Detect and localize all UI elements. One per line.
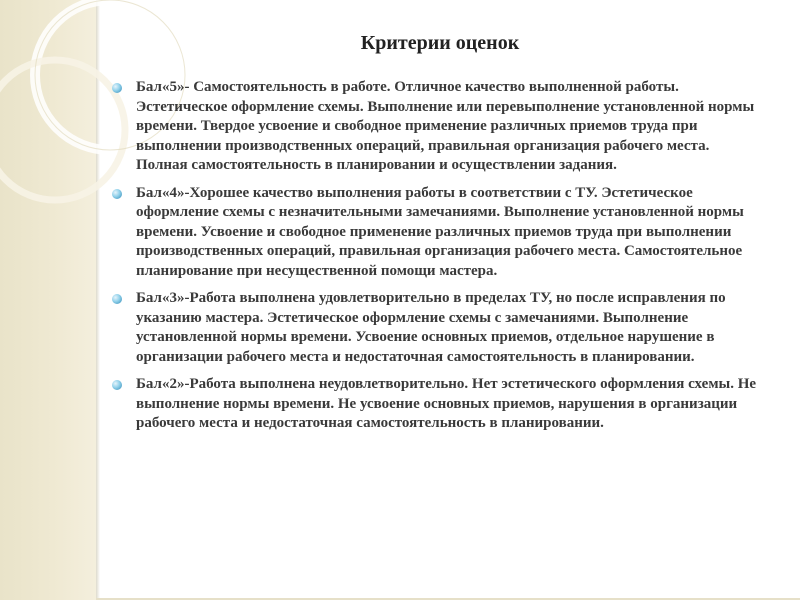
bullet-icon	[112, 380, 122, 390]
criteria-text: Бал«3»-Работа выполнена удовлетворительно в пределах ТУ, но после исправления по указанию мастера. Эстетическое оформление схемы с замечаниями. Выполнение установленной нормы времени. Усвоение основных приемов, отдельное нарушение в организации рабочего места и недостаточная самостоятельность в планировании.	[136, 290, 726, 365]
criteria-text: Бал«5»- Самостоятельность в работе. Отличное качество выполненной работы. Эстетическое оформление схемы. Выполнение или перевыполнение установленной нормы времени. Твердое усвоение и свободное применение различных приемов труда при выполнении производственных операций, правильная организация рабочего места. Полная самостоятельность в планировании и осуществлении задания.	[136, 79, 755, 173]
criteria-item-grade-2	[108, 375, 758, 434]
bullet-icon	[112, 83, 122, 93]
criteria-text: Бал«4»-Хорошее качество выполнения работы в соответствии с ТУ. Эстетическое оформление схемы с незначительными замечаниями. Выполнение установленной нормы времени. Усвоение и свободное применение различных приемов труда при выполнении производственных операций, правильная организация рабочего места. Самостоятельное планирование при несущественной помощи мастера.	[136, 184, 744, 279]
criteria-item-grade-5	[108, 78, 758, 176]
bullet-icon	[112, 189, 122, 199]
criteria-item-grade-4	[108, 184, 758, 282]
slide-title: Критерии оценок	[360, 32, 520, 54]
criteria-list	[108, 78, 758, 442]
criteria-item-grade-3	[108, 289, 758, 367]
criteria-text: Бал«2»-Работа выполнена неудовлетворительно. Нет эстетического оформления схемы. Не выполнение нормы времени. Не усвоение основных приемов, нарушения в организации рабочего места и недостаточная самостоятельность в планировании.	[136, 376, 757, 431]
bullet-icon	[112, 294, 122, 304]
